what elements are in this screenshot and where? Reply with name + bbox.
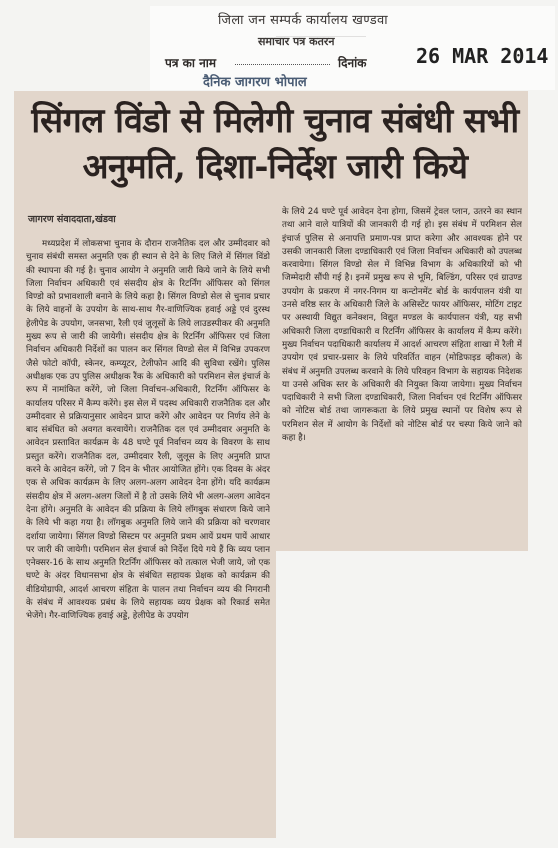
clipping-title: समाचार पत्र कतरन	[258, 35, 335, 48]
department-name: जिला जन सम्पर्क कार्यालय खण्डवा	[218, 13, 388, 28]
date-stamp: 26 MAR 2014	[416, 44, 549, 68]
paper-name-blank	[235, 64, 330, 65]
article-byline: जागरण संवाददाता,खंडवा	[28, 214, 116, 225]
newspaper-source: दैनिक जागरण भोपाल	[203, 75, 307, 90]
paper-name-label: पत्र का नाम	[165, 56, 217, 70]
article-headline: सिंगल विंडो से मिलेगी चुनाव संबंधी सभी अनुमति, दिशा-निर्देश जारी किये	[31, 101, 519, 187]
left-column-text: मध्यप्रदेश में लोकसभा चुनाव के दौरान राजनैतिक दल और उम्मीदवार को चुनाव संबंधी समस्त अनुमति एक ही स्थान से देने के लिए जिले में सिंगल विंडो की स्थापना की गई है। चुनाव आयोग ने अनुमति जारी किये जाने के लिये सभी जिला निर्वाचन अधिकारी एवं संसदीय क्षेत्र के रिटर्निंग ऑफिसर को सिंगल विण्डो को प्रभावशाली बनाने के लिये कहा है। सिंगल विण्डो सेल से चुनाव प्रचार के लिये वाहनों के उपयोग के साथ-साथ गैर-वाणिज्यिक हवाई अड्डे एवं दुरस्थ हेलीपेड के उपयोग, जनसभा, रैली एवं जुलूसों के लिये लाउडस्पीकर की अनुमति मुख्य रूप से जारी की जायेगी। संसदीय क्षेत्र के रिटर्निंग ऑफिसर एवं जिला निर्वाचन अधिकारी निर्देशों का पालन कर सिंगल विण्डो सेल में विभिन्न उपकरण जैसे फोटो कॉपी, स्केनर, कम्प्यूटर, टेलीफोन आदि की सुविधा रखेंगे। पुलिस अधीक्षक एक उप पुलिस अधीक्षक रैंक के अधिकारी को परमिशन सेल इंचार्ज के रूप में नामांकित करेंगे, जो जिला निर्वाचन-अधिकारी, रिटर्निंग ऑफिसर के कार्यालय परिसर में कैम्प करेंगे। इस सेल में पदस्थ अधिकारी राजनैतिक दल और उम्मीदवार से प्रक्रियानुसार आवेदन प्राप्त करेंगे और आवेदन पर निर्णय लेने के बाद संबंधित को अवगत करवायेंगे। राजनैतिक दल एवं उम्मीदवार अनुमति के आवेदन प्रस्तावित कार्यक्रम के 48 घण्टे पूर्व निर्वाचन व्यय के विवरण के साथ प्रस्तुत करेंगे। राजनैतिक दल, उम्मीदवार रैली, जुलूस के लिए अनुमति प्राप्त करने के आवेदन करेंगे, जो 7 दिन के भीतर आयोजित होंगे। एक दिवस के अंदर एक से अधिक कार्यक्रम के लिए अलग-अलग आवेदन देना होंगे। यदि कार्यक्रम संसदीय क्षेत्र में अलग-अलग जिलों में है तो उसके लिये भी अलग-अलग आवेदन देना होंगे। अनुमति के आवेदन की प्रक्रिया के लिये लॉगबुक संधारण किये जाने के लिये भी कहा गया है। लॉगबुक अनुमति लिये जाने की प्रक्रिया को चरणवार दर्शाया जायेगा। सिंगल विण्डो सिस्टम पर अनुमति प्रथम आयें प्रथम पायें आधार पर जारी की जायेगी। परमिशन सेल इंचार्ज को निर्देश दिये गये हैं कि व्यय प्लान एनेक्सर-16 के साथ अनुमति रिटर्निंग ऑफिसर को तत्काल भेजी जाये, जो एक घण्टे के अंदर विधानसभा क्षेत्र के संबंधित सहायक प्रेक्षक को कार्यक्रम की वीडियोग्राफी, आदर्श आचरण संहिता के पालन तथा निर्वाचन व्यय की निगरानी के संबंध में आवश्यक प्रबंध के लिये सहायक व्यय प्रेक्षक को रिकार्ड समेत भेजेंगे। गैर-वाणिज्यिक हवाई अड्डे, हेलीपेड के उपयोग	[26, 239, 270, 622]
article-right-column	[282, 206, 522, 548]
right-column-text: के लिये 24 घण्टे पूर्व आवेदन देना होगा, जिसमें ट्रेवल प्लान, उतरने का स्थान तथा आने वाले यात्रियों की जानकारी दी गई हो। इस संबंध में परमिशन सेल इंचार्ज पुलिस से अनापत्ति प्रमाण-पत्र प्राप्त करेगा और आवश्यक होने पर उसकी जानकारी जिला दण्डाधिकारी एवं जिला निर्वाचन अधिकारी को उपलब्ध करवायेगा। सिंगल विण्डो सेल में विभिन्न विभाग के अधिकारियों को भी जिम्मेदारी सौंपी गई है। इनमें प्रमुख रूप से भूमि, बिल्डिंग, परिसर एवं ग्राउण्ड उपयोग के प्रकरण में नगर-निगम या कन्टोनमेंट बोर्ड के कार्यपालन यंत्री या उनसे वरिष्ठ स्तर के अधिकारी जिले के असिस्टेंट फायर ऑफिसर, मोटिंग टाइट पर अस्थायी विद्युत कनेक्शन, विद्युत मण्डल के कार्यपालन यंत्री, यह सभी अधिकारी जिला दण्डाधिकारी व रिटर्निंग ऑफिसर के कार्यालय में कैम्प करेंगे। मुख्य निर्वाचन पदाधिकारी कार्यालय में आदर्श आचरण संहिता शाखा में रैली में उपयोग एवं प्रचार-प्रसार के लिये परिवर्तित वाहन (मोडिफाइड व्हीकल) के संबंध में अनुमति उपलब्ध करवाने के लिये परिवहन विभाग के सहायक निदेशक या उनसे अधिक स्तर के अधिकारी की नियुक्त किया जायेगा। मुख्य निर्वाचन पदाधिकारी ने सभी जिला दण्डाधिकारी, जिला निर्वाचन एवं रिटर्निंग ऑफिसर को नोटिस बोर्ड तथा जागरूकता के लिये प्रमुख स्थानों पर विशेष रूप से परमिशन सेल में आयोग के निर्देशों को नोटिस बोर्ड पर चस्पा किये जाने को कहा है।	[282, 207, 522, 444]
date-label: दिनांक	[338, 56, 367, 70]
article-left-column	[26, 238, 270, 832]
